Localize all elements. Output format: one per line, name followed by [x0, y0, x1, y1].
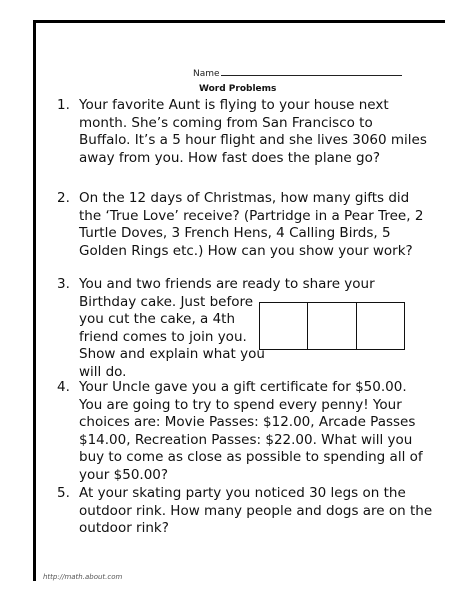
name-field[interactable]: [193, 66, 402, 79]
problem-line: outdoor rink?: [79, 520, 169, 537]
cake-diagram: [259, 302, 405, 350]
name-label: Name: [193, 69, 220, 79]
name-blank-line[interactable]: [221, 66, 402, 76]
problem-line: Birthday cake. Just before: [79, 293, 254, 310]
problem-number: 5.: [57, 485, 70, 501]
source-url[interactable]: http://math.about.com: [43, 573, 123, 581]
problem-line: $14.00, Recreation Passes: $22.00. What will you: [79, 431, 413, 448]
problem-line: outdoor rink. How many people and dogs are on the: [79, 502, 433, 519]
problem-line: away from you. How fast does the plane go?: [79, 149, 380, 166]
problem-line: will do.: [79, 364, 127, 380]
cake-section: [357, 303, 404, 349]
problem-line: choices are: Movie Passes: $12.00, Arcade Passes: [79, 414, 416, 431]
cake-section: [308, 303, 356, 349]
problem-line: month. She’s coming from San Francisco to: [79, 114, 373, 131]
problem-line: At your skating party you noticed 30 legs on the: [79, 485, 406, 501]
problem-line: You and two friends are ready to share your: [79, 276, 375, 292]
problem-number: 4.: [57, 379, 70, 395]
problem-line: Buffalo. It’s a 5 hour flight and she lives 3060 miles: [79, 132, 427, 149]
problem-line: your $50.00?: [79, 467, 169, 483]
problem-line: Your favorite Aunt is flying to your house next: [79, 97, 389, 113]
problem-line: You are going to try to spend every penny! Your: [79, 396, 402, 413]
problem-line: Turtle Doves, 3 French Hens, 4 Calling Birds, 5: [79, 225, 391, 242]
problem-number: 3.: [57, 276, 70, 292]
problem-line: buy to come as close as possible to spending all of: [79, 449, 423, 466]
problem-line: On the 12 days of Christmas, how many gifts did: [79, 190, 410, 206]
problem-line: Your Uncle gave you a gift certificate for $50.00.: [79, 379, 407, 395]
problem-line: friend comes to join you.: [79, 328, 247, 345]
problem-line: the ‘True Love’ receive? (Partridge in a Pear Tree, 2: [79, 207, 424, 224]
problem-line: Golden Rings etc.) How can you show your work?: [79, 242, 413, 259]
problem-line: Show and explain what you: [79, 346, 265, 363]
problem-number: 2.: [57, 190, 70, 206]
problem-number: 1.: [57, 97, 70, 113]
problem-line: you cut the cake, a 4th: [79, 311, 236, 328]
worksheet-title: Word Problems: [199, 84, 277, 94]
cake-section: [260, 303, 308, 349]
